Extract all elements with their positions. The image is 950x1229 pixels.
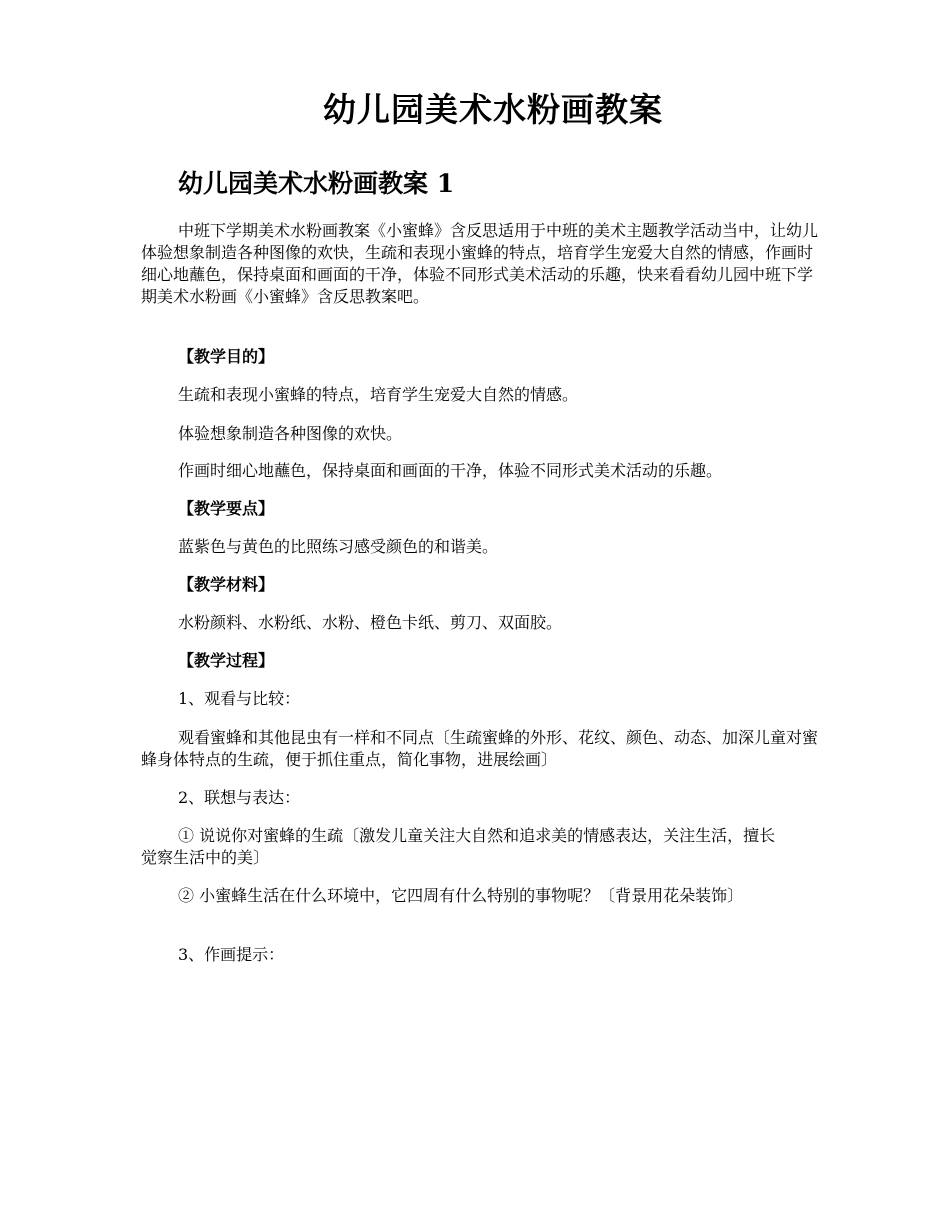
section-heading: 幼儿园美术水粉画教案 1 xyxy=(178,169,455,198)
goal-item-1: 生疏和表现小蜜蜂的特点，培育学生宠爱大自然的情感。 xyxy=(178,385,579,404)
step-2-item-1: ① 说说你对蜜蜂的生疏〔激发儿童关注大自然和追求美的情感表达，关注生活，擅长觉察生活中的美〕 xyxy=(141,826,776,867)
goal-item-3: 作画时细心地蘸色，保持桌面和画面的干净，体验不同形式美术活动的乐趣。 xyxy=(178,461,723,480)
materials-item-1: 水粉颜料、水粉纸、水粉、橙色卡纸、剪刀、双面胶。 xyxy=(178,613,563,632)
process-heading: 【教学过程】 xyxy=(178,651,275,670)
step-2-title: 2、联想与表达： xyxy=(178,788,301,807)
step-2-item-2: ② 小蜜蜂生活在什么环境中，它四周有什么特别的事物呢？〔背景用花朵装饰〕 xyxy=(178,886,744,905)
goal-item-2: 体验想象制造各种图像的欢快。 xyxy=(178,424,403,443)
step-1-title: 1、观看与比较： xyxy=(178,689,301,708)
goals-heading: 【教学目的】 xyxy=(178,347,275,366)
step-1-body: 观看蜜蜂和其他昆虫有一样和不同点〔生疏蜜蜂的外形、花纹、颜色、动态、加深儿童对蜜蜂身体特点的生疏，便于抓住重点，简化事物，进展绘画〕 xyxy=(141,728,819,769)
step-3-title: 3、作画提示： xyxy=(178,945,285,964)
keypoint-item-1: 蓝紫色与黄色的比照练习感受颜色的和谐美。 xyxy=(178,537,499,556)
materials-heading: 【教学材料】 xyxy=(178,575,275,594)
intro-paragraph: 中班下学期美术水粉画教案《小蜜蜂》含反思适用于中班的美术主题教学活动当中，让幼儿 体验想象制造各种图像的欢快，生疏和表现小蜜蜂的特点，培育学生宠爱大自然的情感，作画时细心地蘸色，保持桌面和画面的干净，体验不同形式美术活动的乐趣，快来看看幼儿园中班下学期美术水粉画《小蜜蜂》含反思教案吧。 xyxy=(141,221,819,306)
keypoints-heading: 【教学要点】 xyxy=(178,499,275,518)
document-title: 幼儿园美术水粉画教案 xyxy=(323,90,663,129)
